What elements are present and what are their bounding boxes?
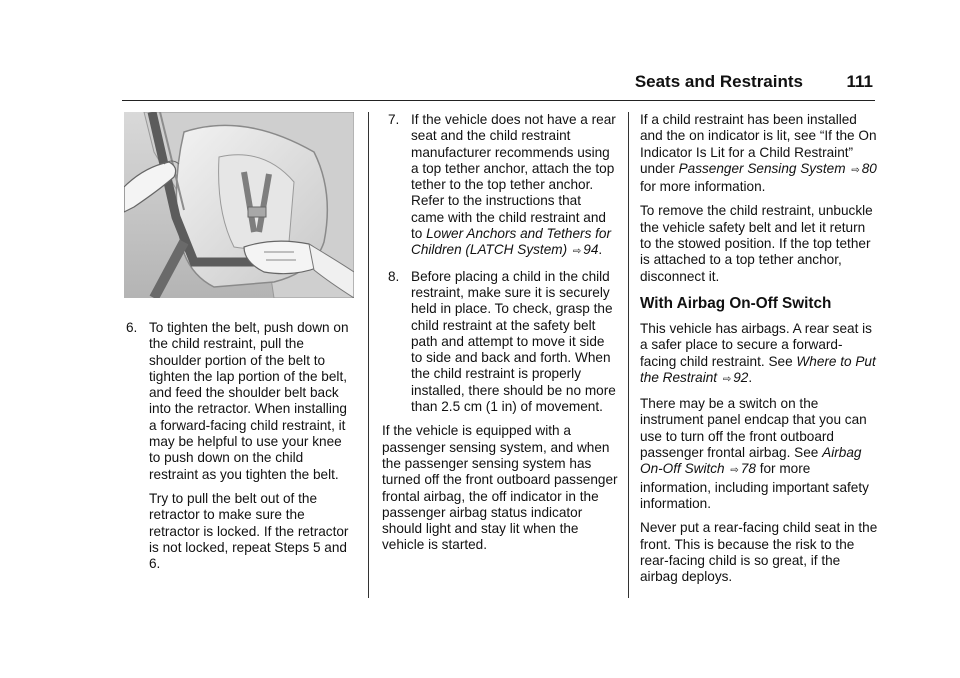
column-2 [382,112,618,562]
page-reference[interactable]: 80 [861,160,877,176]
cross-reference-link[interactable]: Where to Put the Restraint [640,353,876,385]
step-text: Before placing a child in the child restraint, make sure it is securely held in place. To check, grasp the child restraint at the safety belt path and attempt to move it side to side and back and forth. When the child restraint is properly installed, there should be no more than 2.5 cm (1 in) of movement. [411,268,616,415]
paragraph-text: This vehicle has airbags. A rear seat is a safer place to secure a forward-facing child restraint. See [640,320,872,369]
step-text: If the vehicle does not have a rear seat and the child restraint manufacturer recommends using a top tether anchor, attach the top tether to the top tether anchor. Refer to the instructions that came with the child restraint and to [411,112,616,242]
page-ref-arrow-icon: ⇨ [730,465,739,477]
column-divider [368,112,369,598]
paragraph-text: for more information, including important safety information. [640,461,869,511]
paragraph-warning: Never put a rear-facing child seat in the front. This is because the risk to the rear-facing child is so great, if the airbag deploys. [640,520,878,585]
section-title: Seats and Restraints [634,72,803,91]
period: . [748,369,753,385]
paragraph-remove-restraint: To remove the child restraint, unbuckle the vehicle safety belt and let it return to the stowed position. If the top tether is attached to a top tether anchor, disconnect it. [640,203,873,284]
step-6 [124,320,356,483]
step-number: 6. [126,320,138,335]
paragraph-on-indicator [640,112,878,195]
column-3 [640,112,878,593]
step-text: To tighten the belt, push down on the child restraint, pull the shoulder portion of the belt to tighten the lap portion of the belt, and feed the shoulder belt back into the retractor. When installing a forward-facing child restraint, it may be helpful to use your knee to push down on the child restraint as you tighten the belt. [149,320,349,482]
cross-reference-link[interactable]: Airbag On-Off Switch [640,445,862,477]
paragraph-switch [640,396,878,512]
page-ref-arrow-icon: ⇨ [851,164,860,176]
period: . [598,242,603,258]
cross-reference-link[interactable]: Passenger Sensing System [678,160,846,176]
page-reference[interactable]: 78 [740,461,756,477]
paragraph-text: If a child restraint has been installed and the on indicator is lit, see “If the On Indicator Is Lit for a Child Restraint” under [640,112,877,176]
page-ref-arrow-icon: ⇨ [722,373,732,385]
paragraph-airbags [640,321,878,388]
paragraph-text: There may be a switch on the instrument panel endcap that you can use to turn off the front outboard passenger frontal airbag. See [640,396,867,461]
step-number: 8. [388,268,400,284]
paragraph-text: for more information. [640,179,766,195]
page-reference[interactable]: 94 [583,242,599,258]
step-8 [382,269,618,416]
column-1 [124,112,356,580]
step-6-followup: Try to pull the belt out of the retractor to make sure the retractor is locked. If the retractor is not locked, repeat Steps 5 and 6. [149,490,349,572]
child-seat-illustration [124,112,354,298]
child-seat-illustration-svg [124,112,354,298]
step-number: 7. [388,112,400,127]
page-ref-arrow-icon: ⇨ [572,246,582,258]
paragraph-passenger-sensing: If the vehicle is equipped with a passenger sensing system, and when the passenger sensing system has turned off the front outboard passenger frontal airbag, the off indicator in the passenger airbag status indicator should light and stay lit when the vehicle is started. [382,423,618,553]
section-heading: With Airbag On-Off Switch [640,294,832,312]
page-number: 111 [846,72,873,91]
page-reference[interactable]: 92 [733,369,749,385]
column-divider [628,112,629,598]
cross-reference-link[interactable]: Lower Anchors and Tethers for Children (LATCH System) [411,226,612,258]
page-header [122,70,875,101]
step-7 [382,112,618,261]
